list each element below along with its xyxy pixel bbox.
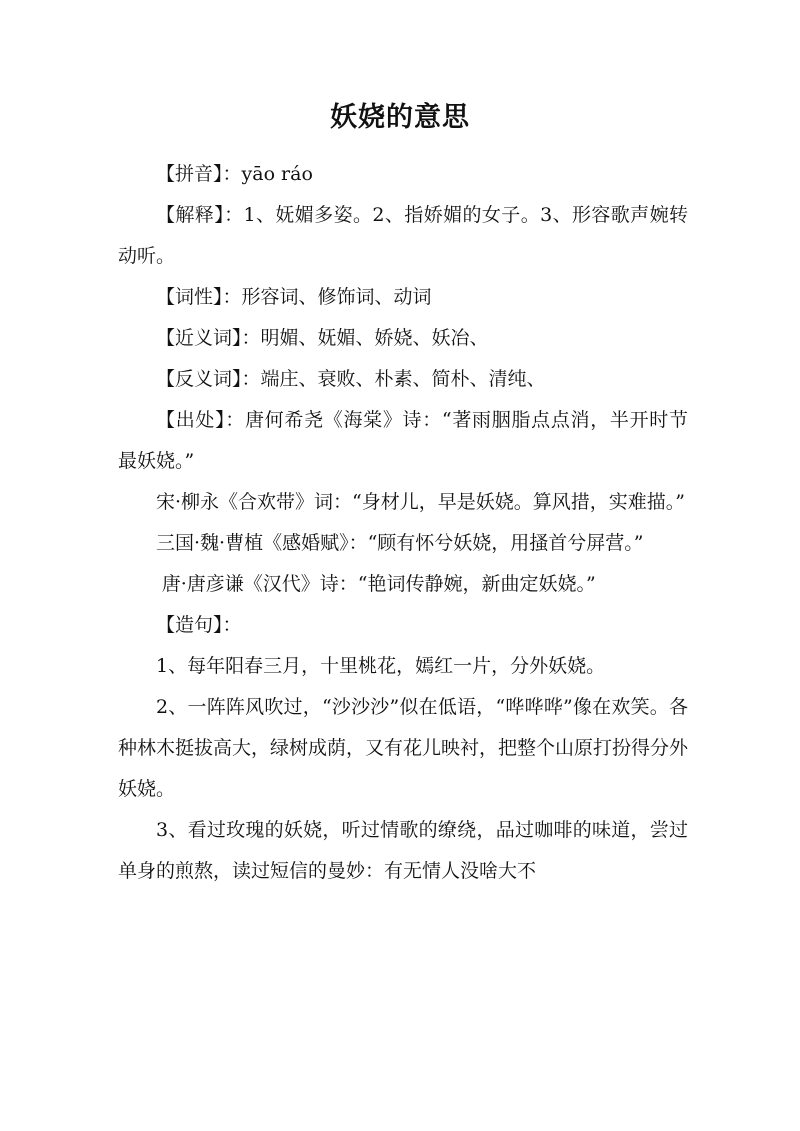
label-explanation: 【解释】：: [156, 204, 244, 226]
text-source-song: 宋·柳永《合欢带》词：“身材儿，早是妖娆。算风措，实难描。”: [156, 491, 685, 513]
text-source-tang: 唐·唐彦谦《汉代》诗：“艳词传静婉，新曲定妖娆。”: [161, 573, 596, 595]
label-synonyms: 【近义词】：: [156, 327, 261, 349]
label-antonyms: 【反义词】：: [156, 368, 261, 390]
text-example-3: 3、看过玫瑰的妖娆，听过情歌的缭绕，品过咖啡的味道，尝过单身的煎熬，读过短信的曼妙：有无情人没啥大不: [118, 819, 688, 882]
paragraph-source-tang: [118, 564, 688, 605]
text-antonyms: 端庄、衰败、朴素、简朴、清纯、: [260, 368, 546, 390]
label-examples: 【造句】：: [156, 614, 242, 636]
paragraph-pinyin: [118, 154, 688, 195]
text-source-wei: 三国·魏·曹植《感婚赋》：“顾有怀兮妖娆，用搔首兮屏营。”: [156, 532, 644, 554]
paragraph-part-of-speech: [118, 277, 688, 318]
paragraph-example-2: [118, 687, 688, 810]
document-body: [118, 154, 688, 892]
paragraph-example-1: [118, 646, 688, 687]
label-pinyin: 【拼音】：: [156, 163, 242, 185]
paragraph-examples-heading: [118, 605, 688, 646]
paragraph-source: [118, 400, 688, 482]
label-part-of-speech: 【词性】：: [156, 286, 242, 308]
paragraph-source-wei: [118, 523, 688, 564]
paragraph-example-3: [118, 810, 688, 892]
text-example-2: 2、一阵阵风吹过，“沙沙沙”似在低语，“哗哗哗”像在欢笑。各种林木挺拔高大，绿树成荫，又有花儿映衬，把整个山原打扮得分外妖娆。: [118, 696, 689, 800]
text-explanation: 1、妩媚多姿。2、指娇媚的女子。3、形容歌声婉转动听。: [118, 204, 688, 267]
text-synonyms: 明媚、妩媚、娇娆、妖冶、: [260, 327, 489, 349]
text-pinyin: yāo ráo: [241, 163, 313, 185]
paragraph-antonyms: [118, 359, 688, 400]
paragraph-explanation: [118, 195, 688, 277]
paragraph-synonyms: [118, 318, 688, 359]
label-source: 【出处】：: [156, 409, 245, 431]
document-title: 妖娆的意思: [330, 102, 470, 133]
text-source: 唐何希尧《海棠》诗：“著雨胭脂点点消，半开时节最妖娆。”: [118, 409, 688, 472]
paragraph-source-song: [118, 482, 688, 523]
text-part-of-speech: 形容词、修饰词、动词: [241, 286, 432, 308]
text-example-1: 1、每年阳春三月，十里桃花，嫣红一片，分外妖娆。: [156, 655, 606, 677]
